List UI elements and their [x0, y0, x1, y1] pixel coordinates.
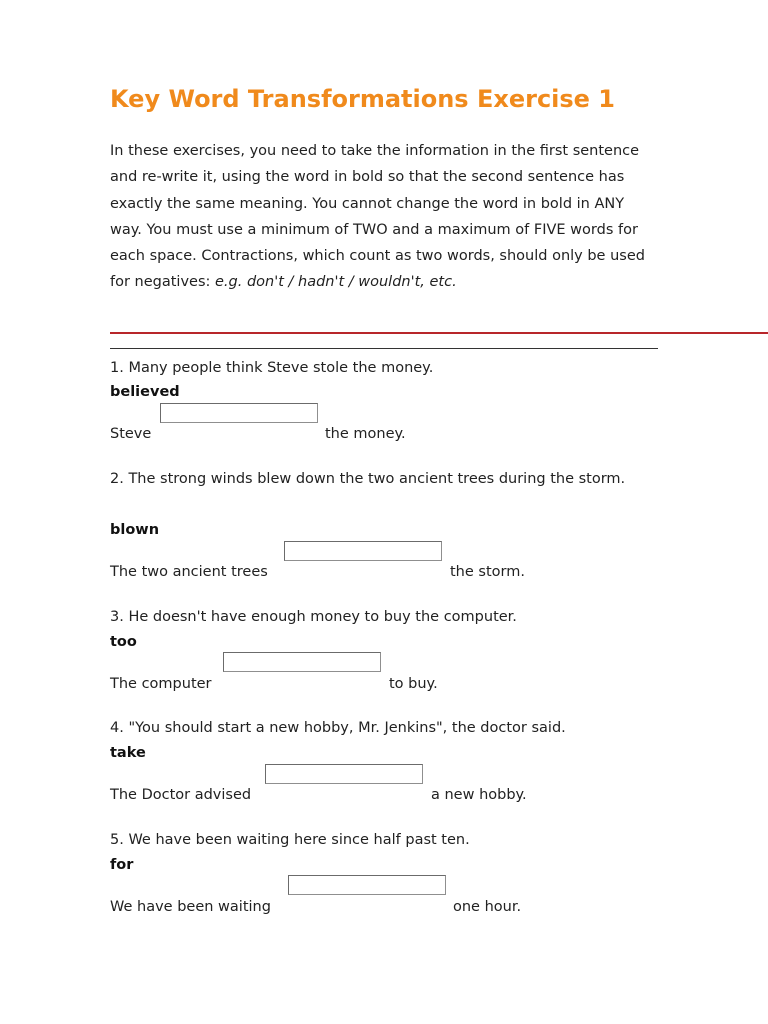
- question-5-sentence-end: one hour.: [453, 899, 522, 915]
- question-4-sentence-end: a new hobby.: [431, 787, 527, 803]
- question-2-keyword: blown: [110, 522, 160, 538]
- instructions-example: e.g. don't / hadn't / wouldn't, etc.: [215, 274, 457, 291]
- question-1-sentence-start: Steve: [110, 426, 152, 442]
- question-3-answer-input[interactable]: [223, 652, 381, 672]
- section-divider-red: [110, 332, 768, 334]
- question-4-sentence-start: The Doctor advised: [110, 787, 252, 803]
- question-3-keyword: too: [110, 634, 137, 650]
- question-2-sentence: [110, 564, 525, 580]
- question-1-prompt: 1. Many people think Steve stole the money.: [110, 360, 434, 376]
- question-2-prompt: 2. The strong winds blew down the two ancient trees during the storm.: [110, 471, 626, 487]
- question-5-keyword: for: [110, 857, 134, 873]
- question-5-sentence: [110, 899, 522, 915]
- question-5-answer-input[interactable]: [288, 875, 446, 895]
- question-2-sentence-start: The two ancient trees: [110, 564, 268, 580]
- question-1-sentence-end: the money.: [325, 426, 406, 442]
- question-4-keyword: take: [110, 745, 146, 761]
- question-1-answer-input[interactable]: [160, 403, 318, 423]
- question-2-sentence-end: the storm.: [450, 564, 525, 580]
- question-4-answer-input[interactable]: [265, 764, 423, 784]
- question-3-sentence-start: The computer: [110, 676, 212, 692]
- question-5-sentence-start: We have been waiting: [110, 899, 271, 915]
- question-3-sentence: [110, 676, 438, 692]
- question-5-prompt: 5. We have been waiting here since half past ten.: [110, 832, 470, 848]
- question-1-keyword: believed: [110, 384, 180, 400]
- question-1-sentence: [110, 426, 406, 442]
- question-4-sentence: [110, 787, 527, 803]
- instructions-text: In these exercises, you need to take the information in the first sentence and re-write it, using the word in bold so that the second sentence has exactly the same meaning. You cannot change the word in bold in ANY way. You must use a minimum of TWO and a maximum of FIVE words for each space. Contractions, which count as two words, should only be used for negatives:: [110, 143, 645, 291]
- question-2-answer-input[interactable]: [284, 541, 442, 561]
- page-title: Key Word Transformations Exercise 1: [110, 85, 616, 113]
- question-3-prompt: 3. He doesn't have enough money to buy the computer.: [110, 609, 517, 625]
- section-divider-black: [110, 348, 658, 349]
- question-4-prompt: 4. "You should start a new hobby, Mr. Jenkins", the doctor said.: [110, 720, 566, 736]
- question-3-sentence-end: to buy.: [389, 676, 438, 692]
- instructions-paragraph: [110, 138, 660, 296]
